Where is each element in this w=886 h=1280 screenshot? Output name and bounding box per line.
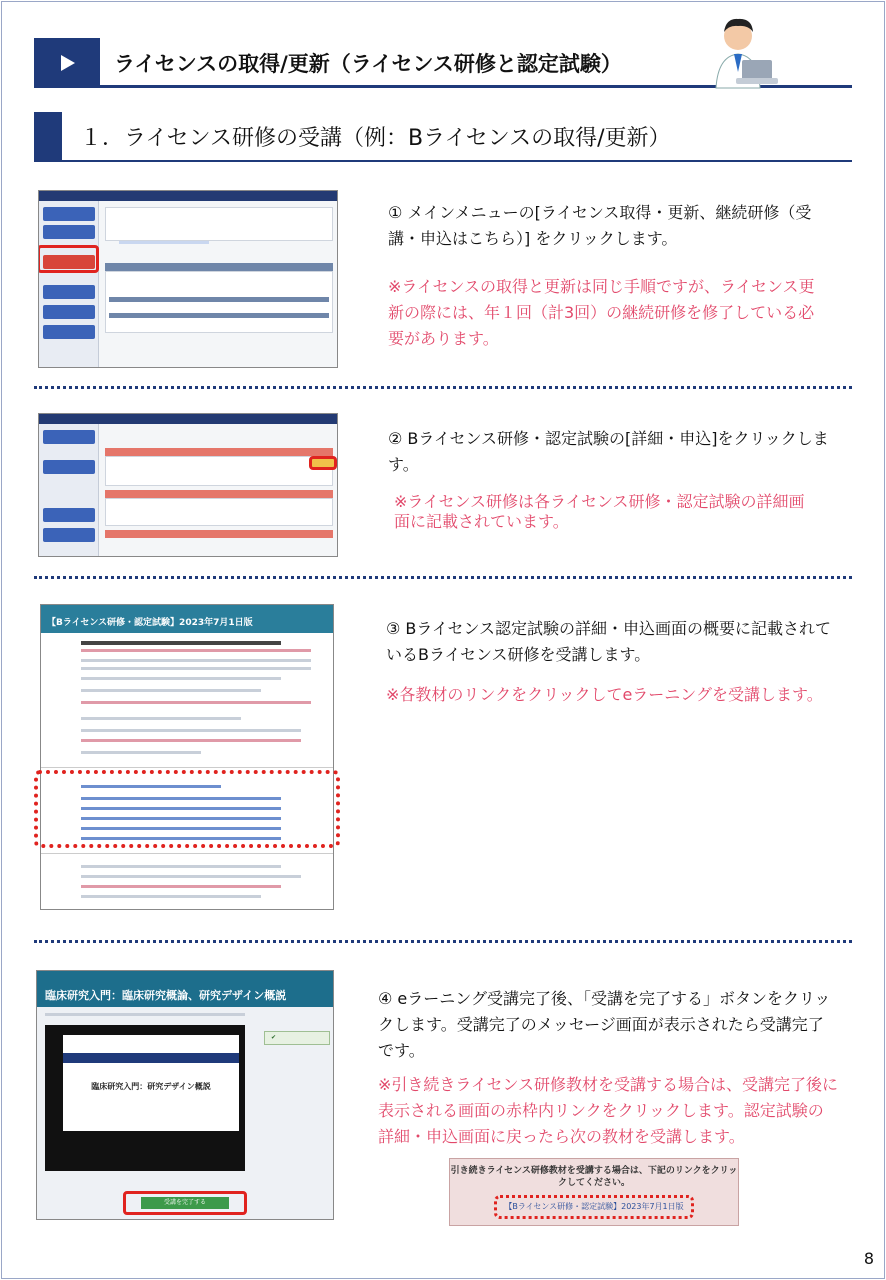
screenshot-license-list [38, 413, 338, 557]
screenshot-divider [41, 767, 334, 768]
screenshot-row [109, 297, 329, 302]
menu-button [43, 225, 95, 239]
screenshot-detail-page [40, 604, 334, 910]
section-heading [34, 112, 852, 162]
elearning-header-title: 臨床研究入門：臨床研究概論、研究デザイン概説 [45, 989, 287, 1002]
section-title: １．ライセンス研修の受講（例：Bライセンスの取得/更新） [80, 126, 671, 151]
step-3-note: ※各教材のリンクをクリックしてeラーニングを受講します。 [386, 685, 823, 704]
step-3-text: ③ Bライセンス認定試験の詳細・申込画面の概要に記載されているBライセンス研修を受講します。 [386, 619, 831, 664]
screenshot-panel [105, 207, 333, 241]
step-1-note: ※ライセンスの取得と更新は同じ手順ですが、ライセンス更新の際には、年１回（計3回）の継続研修を修了している必要があります。 [388, 277, 815, 348]
screenshot-line [81, 717, 241, 720]
slide-title: 臨床研究入門：研究デザイン概説 [91, 1082, 211, 1091]
menu-button [43, 207, 95, 221]
menu-button [43, 325, 95, 339]
header-title: ライセンスの取得/更新（ライセンス研修と認定試験） [114, 52, 622, 76]
license-detail-link[interactable]: 【Bライセンス研修・認定試験】2023年7月1日版 [494, 1195, 694, 1219]
screenshot-row [109, 313, 329, 318]
section-bar [34, 112, 62, 162]
screenshot-section-header [105, 490, 333, 498]
page-number: 8 [863, 1249, 874, 1268]
screenshot-sidebar [39, 424, 99, 556]
menu-button [43, 430, 95, 444]
step-2-note: ※ライセンス研修は各ライセンス研修・認定試験の詳細画面に記載されています。 [394, 492, 805, 531]
screenshot-line [81, 739, 301, 742]
header-arrow-icon [34, 38, 100, 88]
screenshot-section-header [105, 530, 333, 538]
step-4-text: ④ eラーニング受講完了後、「受講を完了する」ボタンをクリックします。受講完了のメッセージ画面が表示されたら受講完了です。 [378, 989, 831, 1060]
menu-button [43, 460, 95, 474]
section-rule [62, 160, 852, 162]
screenshot-line [81, 701, 311, 704]
screenshot-line [81, 659, 311, 662]
screenshot-title: 【Bライセンス研修・認定試験】2023年7月1日版 [47, 618, 253, 628]
complete-course-button[interactable]: 受講を完了する [141, 1197, 229, 1209]
screenshot-table [105, 456, 333, 486]
separator [34, 576, 852, 579]
slide-band [63, 1053, 239, 1063]
screenshot-title-band [41, 605, 333, 633]
person-at-laptop-icon [708, 14, 780, 90]
screenshot-main-menu [38, 190, 338, 368]
step-4-note: ※引き続きライセンス研修教材を受講する場合は、受講完了後に表示される画面の赤枠内リンクをクリックします。認定試験の詳細・申込画面に戻ったら次の教材を受講します。 [378, 1075, 838, 1146]
step-1-text: ① メインメニューの[ライセンス取得・更新、継続研修（受講・申込はこちら）] をクリックします。 [388, 203, 812, 248]
completion-message-box [449, 1158, 739, 1226]
screenshot-divider [41, 853, 334, 854]
screenshot-section-header [105, 448, 333, 456]
screenshot-line [81, 729, 301, 732]
screenshot-line [119, 241, 209, 244]
screenshot-line [81, 649, 311, 652]
screenshot-elearning [36, 970, 334, 1220]
step-2-text: ② Bライセンス研修・認定試験の[詳細・申込]をクリックします。 [388, 429, 829, 474]
screenshot-line [81, 677, 281, 680]
highlight-frame [309, 456, 337, 470]
screenshot-line [81, 641, 281, 645]
completion-message: 引き続きライセンス研修教材を受講する場合は、下記のリンクをクリックしてください。 [450, 1166, 738, 1188]
menu-button [43, 285, 95, 299]
highlight-frame [38, 245, 99, 273]
menu-button [43, 305, 95, 319]
highlight-dotted-frame [34, 770, 340, 848]
screenshot-line [81, 875, 301, 878]
separator [34, 940, 852, 943]
screenshot-line [45, 1013, 245, 1016]
screenshot-panel-header [105, 263, 333, 271]
screenshot-line [81, 751, 201, 754]
screenshot-line [81, 885, 281, 888]
screenshot-line [81, 865, 281, 868]
separator [34, 386, 852, 389]
screenshot-table [105, 498, 333, 526]
highlight-frame [123, 1191, 247, 1215]
screenshot-sidebar [39, 201, 99, 367]
screenshot-titlebar [39, 191, 337, 201]
menu-button [43, 508, 95, 522]
status-badge: ✔ [264, 1031, 330, 1045]
screenshot-line [81, 895, 261, 898]
menu-button [43, 528, 95, 542]
screenshot-line [81, 667, 311, 670]
screenshot-panel [105, 271, 333, 333]
screenshot-line [81, 689, 261, 692]
screenshot-titlebar [39, 414, 337, 424]
elearning-header [37, 971, 333, 1007]
video-slide [63, 1035, 239, 1131]
